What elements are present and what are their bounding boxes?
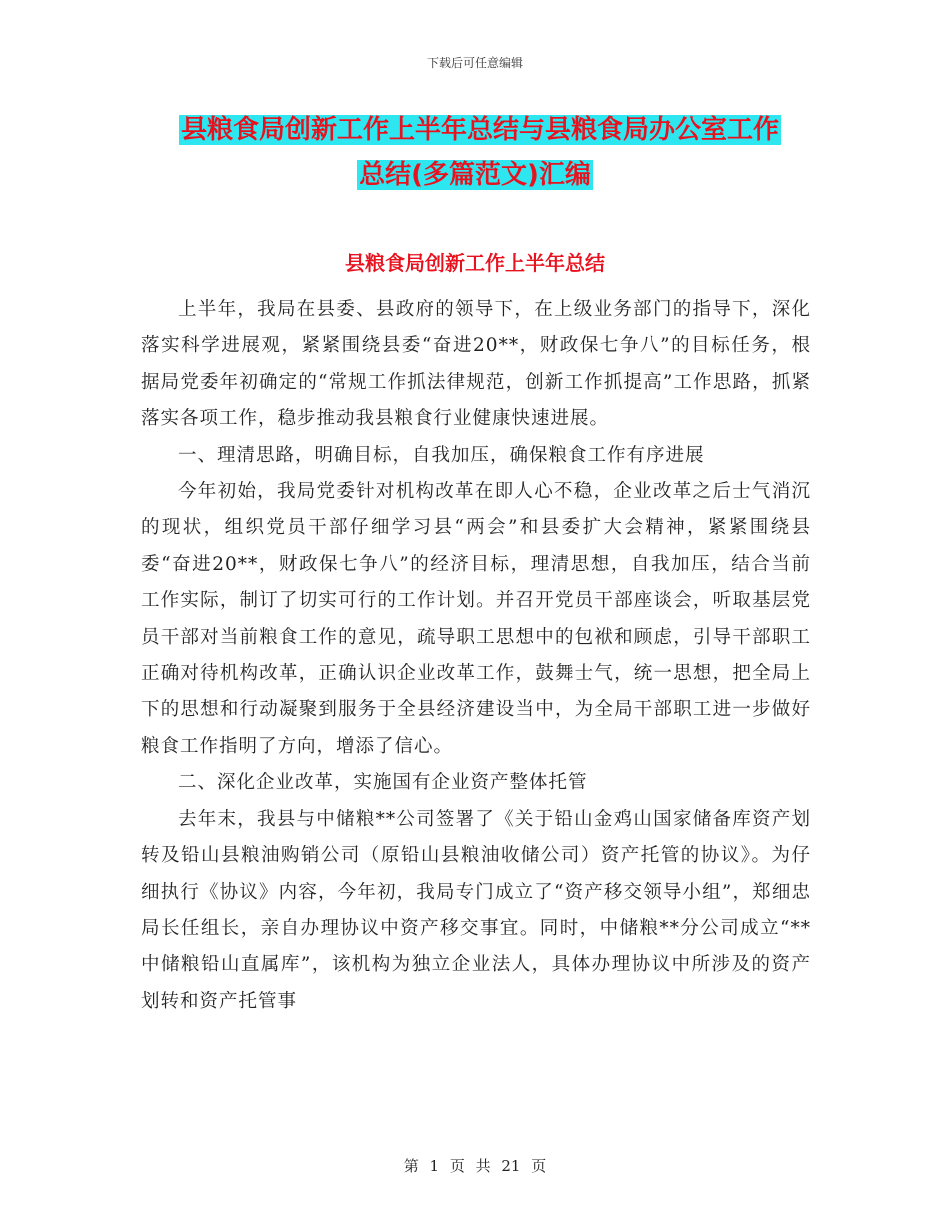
heading-2: 二、深化企业改革，实施国有企业资产整体托管 [178, 772, 588, 794]
paragraph-2: 去年末，我县与中储粮**公司签署了《关于铅山金鸡山国家储备库资产划转及铅山县粮油购销公司（原铅山县粮油收储公司）资产托管的协议》。为仔细执行《协议》内容，今年初，我局专门成立了“资产移交领导小组”，郑细忠局长任组长，亲自办理协议中资产移交事宜。同时，中储粮**分公司成立“**中储粮铅山直属库”，该机构为独立企业法人，具体办理协议中所涉及的资产划转和资产托管事 [141, 808, 811, 1012]
page-footer: 第 1 页 共 21 页 [403, 1157, 547, 1175]
section-title: 县粮食局创新工作上半年总结 [345, 251, 605, 275]
header-note: 下载后可任意编辑 [426, 56, 523, 70]
document-title-line-1 [5, 111, 950, 149]
document-title-line-2 [0, 156, 950, 194]
paragraph-intro: 上半年，我局在县委、县政府的领导下，在上级业务部门的指导下，深化落实科学进展观，紧紧围绕县委“奋进20**，财政保七争八”的目标任务，根据局党委年初确定的“常规工作抓法律规范，创新工作抓提高”工作思路，抓紧落实各项工作，稳步推动我县粮食行业健康快速进展。 [141, 299, 811, 430]
body-text [141, 292, 811, 1020]
title-line-1-text: 县粮食局创新工作上半年总结与县粮食局办公室工作 [180, 115, 779, 145]
title-line-2-text: 总结(多篇范文)汇编 [359, 160, 591, 190]
paragraph-1: 今年初始，我局党委针对机构改革在即人心不稳，企业改革之后士气消沉的现状，组织党员干部仔细学习县“两会”和县委扩大会精神，紧紧围绕县委“奋进20**，财政保七争八”的经济目标，理清思想，自我加压，结合当前工作实际，制订了切实可行的工作计划。并召开党员干部座谈会，听取基层党员干部对当前粮食工作的意见，疏导职工思想中的包袱和顾虑，引导干部职工正确对待机构改革，正确认识企业改革工作，鼓舞士气，统一思想，把全局上下的思想和行动凝聚到服务于全县经济建设当中，为全局干部职工进一步做好粮食工作指明了方向，增添了信心。 [141, 481, 811, 757]
heading-1: 一、理清思路，明确目标，自我加压，确保粮食工作有序进展 [178, 444, 705, 466]
